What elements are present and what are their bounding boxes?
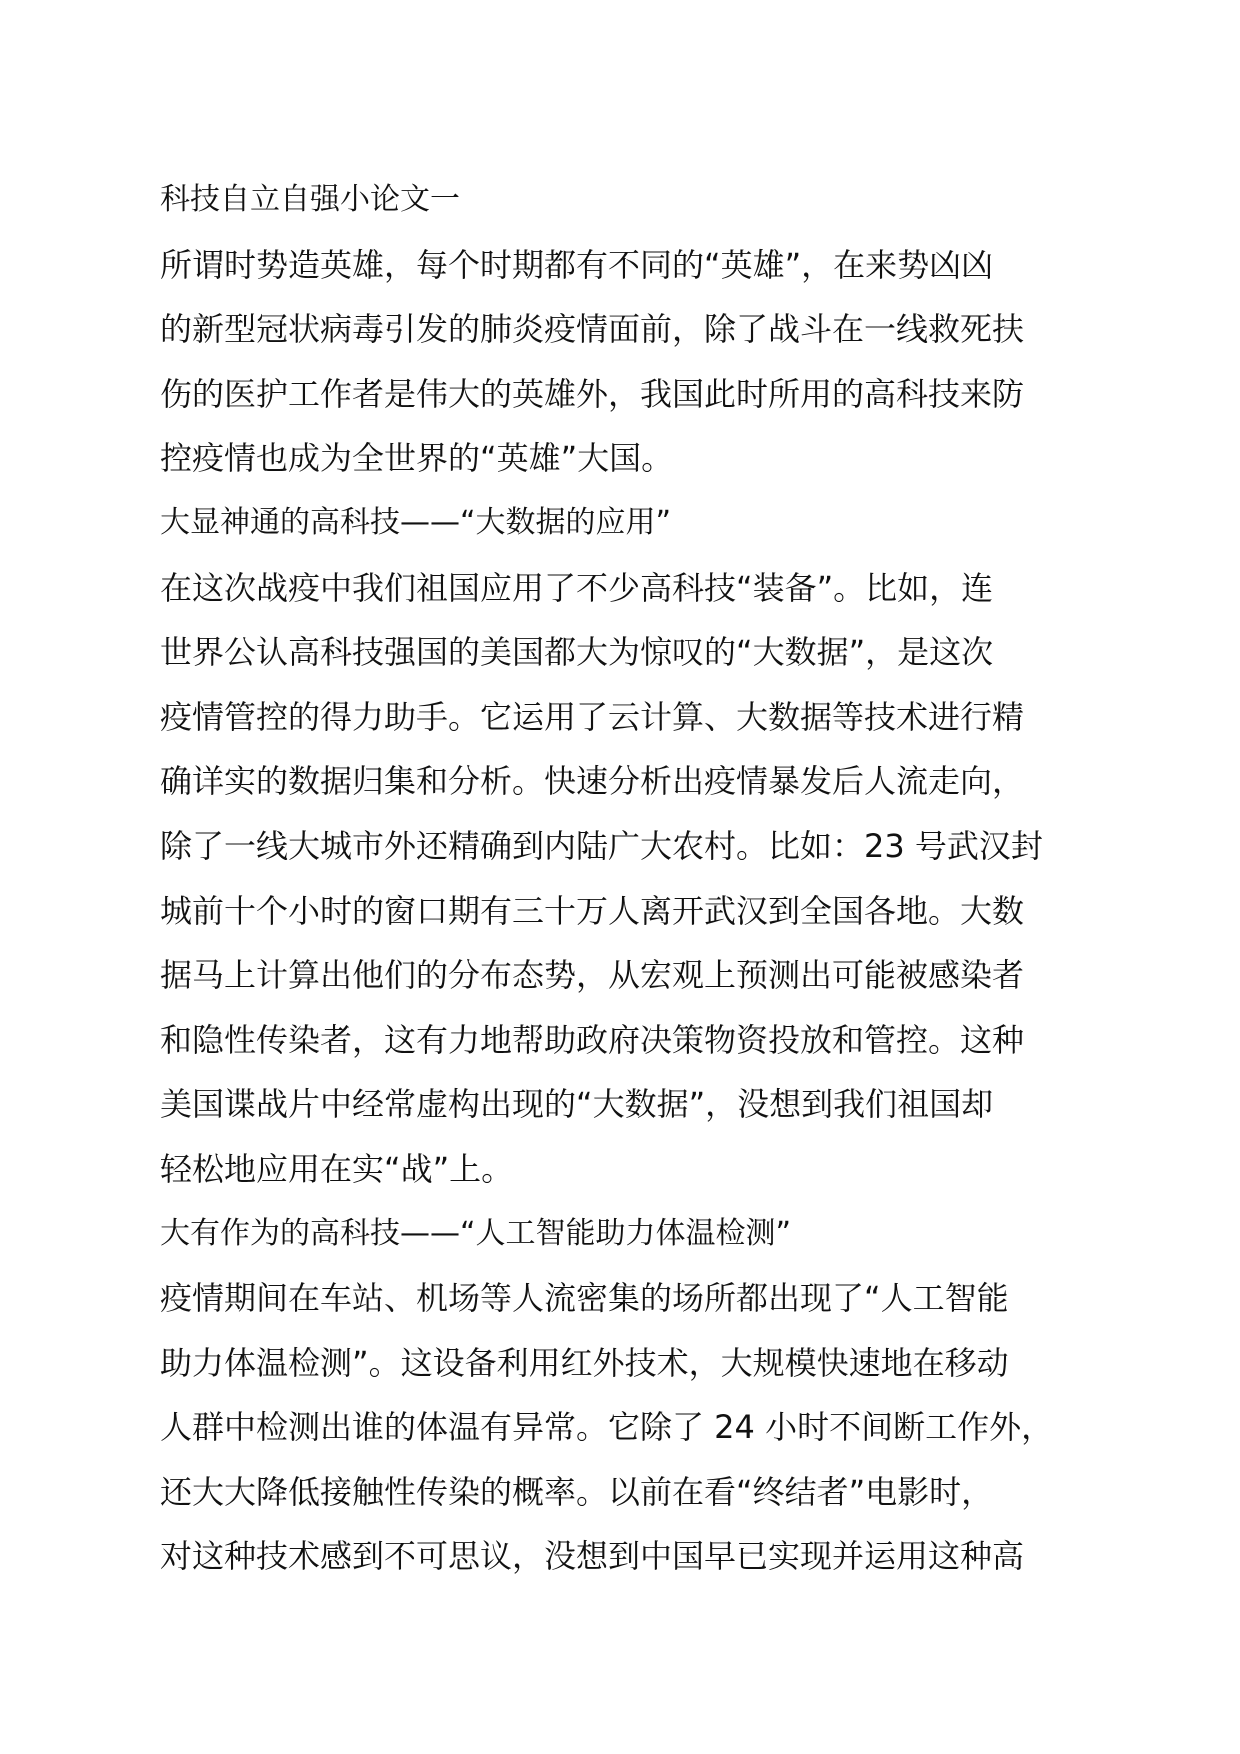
paragraph-line: 除了一线大城市外还精确到内陆广大农村。比如：23 号武汉封: [160, 826, 1043, 865]
paragraph-line: 据马上计算出他们的分布态势，从宏观上预测出可能被感染者: [160, 956, 1025, 995]
paragraph-line: 城前十个小时的窗口期有三十万人离开武汉到全国各地。大数: [160, 891, 1025, 930]
paragraph-line: 伤的医护工作者是伟大的英雄外，我国此时所用的高科技来防: [160, 374, 1025, 413]
paragraph-line: 人群中检测出谁的体温有异常。它除了 24 小时不间断工作外，: [160, 1408, 1054, 1447]
paragraph-line: 世界公认高科技强国的美国都大为惊叹的“大数据”，是这次: [160, 633, 994, 672]
paragraph-line: 所谓时势造英雄，每个时期都有不同的“英雄”，在来势凶凶: [160, 245, 994, 284]
paragraph-line: 疫情期间在车站、机场等人流密集的场所都出现了“人工智能: [160, 1279, 1009, 1318]
paragraph-line: 助力体温检测”。这设备利用红外技术，大规模快速地在移动: [160, 1343, 1009, 1382]
paragraph-line: 和隐性传染者，这有力地帮助政府决策物资投放和管控。这种: [160, 1020, 1025, 1059]
section-heading: 大有作为的高科技——“人工智能助力体温检测”: [160, 1215, 792, 1251]
paragraph-line: 在这次战疫中我们祖国应用了不少高科技“装备”。比如，连: [160, 568, 994, 607]
paragraph-line: 确详实的数据归集和分析。快速分析出疫情暴发后人流走向，: [160, 762, 1025, 801]
paragraph-line: 轻松地应用在实“战”上。: [160, 1149, 514, 1188]
paragraph-line: 控疫情也成为全世界的“英雄”大国。: [160, 439, 674, 478]
paragraph-line: 的新型冠状病毒引发的肺炎疫情面前，除了战斗在一线救死扶: [160, 310, 1025, 349]
paragraph-line: 疫情管控的得力助手。它运用了云计算、大数据等技术进行精: [160, 697, 1025, 736]
section-heading: 大显神通的高科技——“大数据的应用”: [160, 504, 672, 540]
essay-title: 科技自立自强小论文一: [160, 182, 460, 217]
paragraph-line: 对这种技术感到不可思议，没想到中国早已实现并运用这种高: [160, 1537, 1025, 1576]
document-body: [160, 168, 1100, 1589]
paragraph-line: 还大大降低接触性传染的概率。以前在看“终结者”电影时，: [160, 1472, 994, 1511]
paragraph-line: 美国谍战片中经常虚构出现的“大数据”，没想到我们祖国却: [160, 1085, 994, 1124]
